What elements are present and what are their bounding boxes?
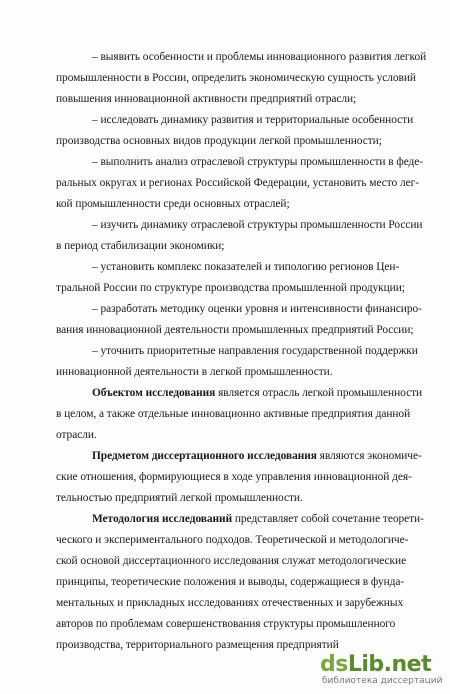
text-line: – исследовать динамику развития и территориальные особенности [92,114,414,126]
text-line: в целом, а также отдельные инновационно активные предприятия данной [56,408,411,420]
text-line: повышения инновационной активности предприятий отрасли; [56,93,357,105]
text-line: производства, территориального размещения предприятий [56,639,339,651]
object-term: Объектом исследования [92,387,216,399]
text-line: инновационной деятельности в легкой промышленности. [56,366,333,378]
text-line: вания инновационной деятельности промышленных предприятий России; [56,324,414,336]
subject-term: Предметом диссертационного исследования [92,450,317,462]
text-line: – установить комплекс показателей и типологию регионов Цен- [92,261,400,273]
text-line: – выполнить анализ отраслевой структуры промышленности в феде- [92,156,424,168]
method-paragraph-line [92,512,424,526]
text-line: ческого и экспериментального подходов. Теоретической и методологиче- [56,534,409,546]
dslib-watermark[interactable] [320,652,443,688]
object-paragraph-line [92,386,422,400]
watermark-subtitle: библиотека диссертаций [322,676,443,686]
logo-part-b: Lib.net [347,652,432,677]
subject-paragraph-line [92,449,422,463]
text-line: ские отношения, формирующиеся в ходе управления инновационной дея- [56,471,412,483]
text-line: промышленности в России, определить экономическую сущность условий [56,72,416,84]
text-line: – выявить особенности и проблемы инновационного развития легкой [92,51,427,63]
text-line: авторов по проблемам совершенствования структуры промышленного [56,618,396,630]
object-text: является отрасль легкой промышленности [215,387,423,399]
text-line: ральных округах и регионах Российской Федерации, установить место лег- [56,177,419,189]
text-line: – разработать методику оценки уровня и интенсивности финансиро- [92,303,422,315]
text-line: ской основой диссертационного исследования служат методологические [56,555,407,567]
text-line: кой промышленности среди основных отраслей; [56,198,290,210]
method-text: представляет собой сочетание теорети- [232,513,424,525]
method-term: Методология исследований [92,513,233,525]
text-line: ментальных и прикладных исследованиях отечественных и зарубежных [56,597,404,609]
text-line: – изучить динамику отраслевой структуры промышленности России [92,219,423,231]
text-line: тельностью предприятий легкой промышленности. [56,492,303,504]
text-line: тральной России по структуре производства промышленной продукции; [56,282,405,294]
text-line: принципы, теоретические положения и выводы, содержащиеся в фунда- [56,576,405,588]
subject-text: являются экономиче- [316,450,422,462]
text-line: в период стабилизации экономики; [56,240,225,252]
text-line: производства основных видов продукции легкой промышленности; [56,135,382,147]
logo-part-a: ds [320,652,348,677]
text-line: – уточнить приоритетные направления государственной поддержки [92,345,418,357]
dslib-logo [320,652,431,677]
text-line: отрасли. [56,429,97,441]
